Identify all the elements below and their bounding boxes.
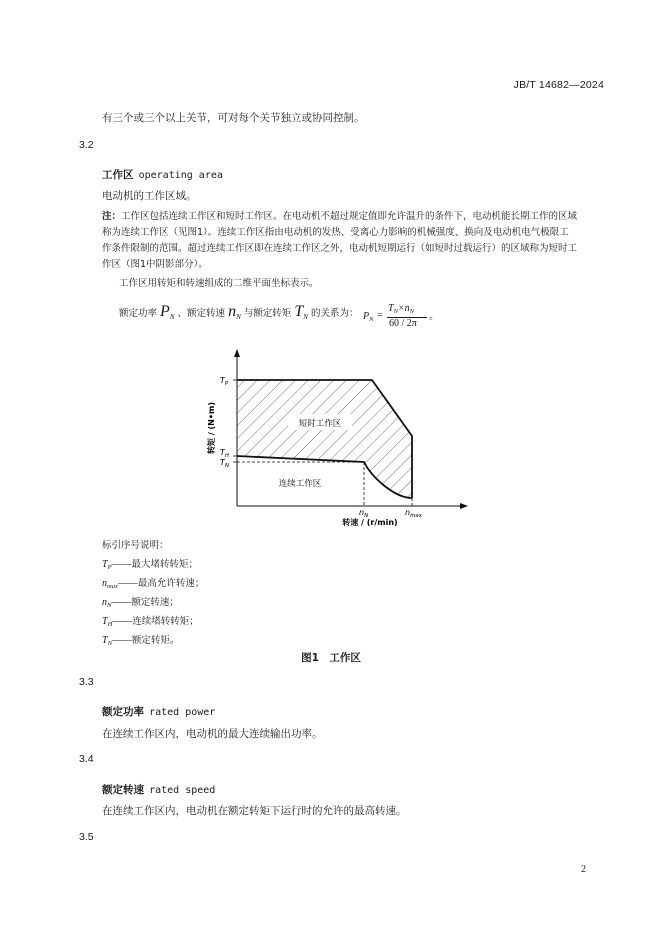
term-cn: 工作区 bbox=[102, 169, 134, 181]
label-tn: $T_N$ bbox=[220, 458, 230, 469]
figure-caption: 图1 工作区 bbox=[301, 652, 361, 664]
formula-denominator: 60 / 2π bbox=[389, 318, 417, 329]
formula-sep-2: 与额定转矩 bbox=[243, 308, 292, 319]
label-th: $T_H$ bbox=[220, 448, 230, 459]
intro-line: 有三个或三个以上关节，可对每个关节独立或协同控制。 bbox=[102, 112, 365, 124]
symbol-tn: TN bbox=[294, 303, 308, 321]
key-item-tp: $T_P——$最大堵转转矩； bbox=[102, 559, 199, 571]
x-axis-label: 转速 / (r/min) bbox=[342, 518, 398, 527]
section-3-4-number: 3.4 bbox=[79, 753, 94, 765]
formula-line bbox=[119, 303, 358, 333]
term-3-3 bbox=[102, 700, 215, 719]
label-continuous-region: 连续工作区 bbox=[278, 479, 322, 489]
term-en: operating area bbox=[138, 170, 223, 181]
note-text-1: 工作区包括连续工作区和短时工作区。在电动机不超过规定值即允许温升的条件下，电动机能长期工作的区域 bbox=[121, 211, 578, 222]
section-3-2-number: 3.2 bbox=[79, 139, 94, 151]
symbol-nn: nN bbox=[228, 303, 241, 321]
note-line-3: 作条件限制的范围。超过连续工作区即在连续工作区之外，电动机短期运行（如短时过载运行）的区域称为短时工 bbox=[102, 243, 578, 254]
y-axis-label: 转矩 / (N•m) bbox=[207, 402, 216, 454]
x-axis-arrow bbox=[460, 503, 468, 509]
term-en: rated speed bbox=[149, 785, 216, 796]
label-nn: $n_N$ bbox=[359, 508, 369, 519]
label-tp: $T_P$ bbox=[220, 376, 229, 387]
section-3-3-number: 3.3 bbox=[79, 676, 94, 688]
y-axis-arrow bbox=[234, 349, 240, 357]
key-item-tn: $T_N——$额定转矩。 bbox=[102, 635, 180, 647]
formula-end: 。 bbox=[429, 311, 439, 322]
operating-area-figure bbox=[200, 348, 470, 528]
definition-3-3: 在连续工作区内，电动机的最大连续输出功率。 bbox=[102, 728, 323, 740]
formula-prefix: 额定功率 bbox=[119, 308, 158, 319]
definition-3-2: 电动机的工作区域。 bbox=[102, 190, 197, 202]
label-nmax: $n_{max}$ bbox=[405, 508, 423, 519]
formula-sep-3: 的关系为： bbox=[310, 308, 359, 319]
note-line-5: 工作区用转矩和转速组成的二维平面坐标表示。 bbox=[119, 278, 319, 289]
term-3-4 bbox=[102, 778, 215, 797]
standard-number: JB/T 14682—2024 bbox=[513, 79, 604, 91]
term-cn: 额定功率 bbox=[102, 706, 144, 718]
key-item-nmax: $n_{max}——$最高允许转速； bbox=[102, 578, 205, 590]
page-number: 2 bbox=[581, 864, 586, 875]
note-line-4: 作区（图1中阴影部分）。 bbox=[102, 259, 208, 270]
key-title: 标引序号说明： bbox=[102, 540, 169, 551]
note-label: 注： bbox=[102, 211, 122, 222]
formula-sep-1: 、额定转速 bbox=[177, 308, 226, 319]
note-line-1 bbox=[102, 208, 577, 222]
note-line-2: 称为连续工作区（见图1）。连续工作区指由电动机的发热、受离心力影响的机械强度、换向及电动机电气极限工 bbox=[102, 227, 569, 238]
term-3-2 bbox=[102, 163, 223, 182]
key-item-th: $T_H——$连续堵转转矩； bbox=[102, 616, 199, 628]
symbol-pn: PN bbox=[160, 303, 175, 321]
section-3-5-number: 3.5 bbox=[79, 831, 94, 843]
short-time-region bbox=[237, 380, 412, 498]
definition-3-4: 在连续工作区内，电动机在额定转矩下运行时的允许的最高转速。 bbox=[102, 805, 407, 817]
label-short-time-region: 短时工作区 bbox=[298, 419, 342, 429]
term-cn: 额定转速 bbox=[102, 784, 144, 796]
key-item-nn: $n_N——$额定转速； bbox=[102, 597, 179, 609]
term-en: rated power bbox=[149, 707, 216, 718]
